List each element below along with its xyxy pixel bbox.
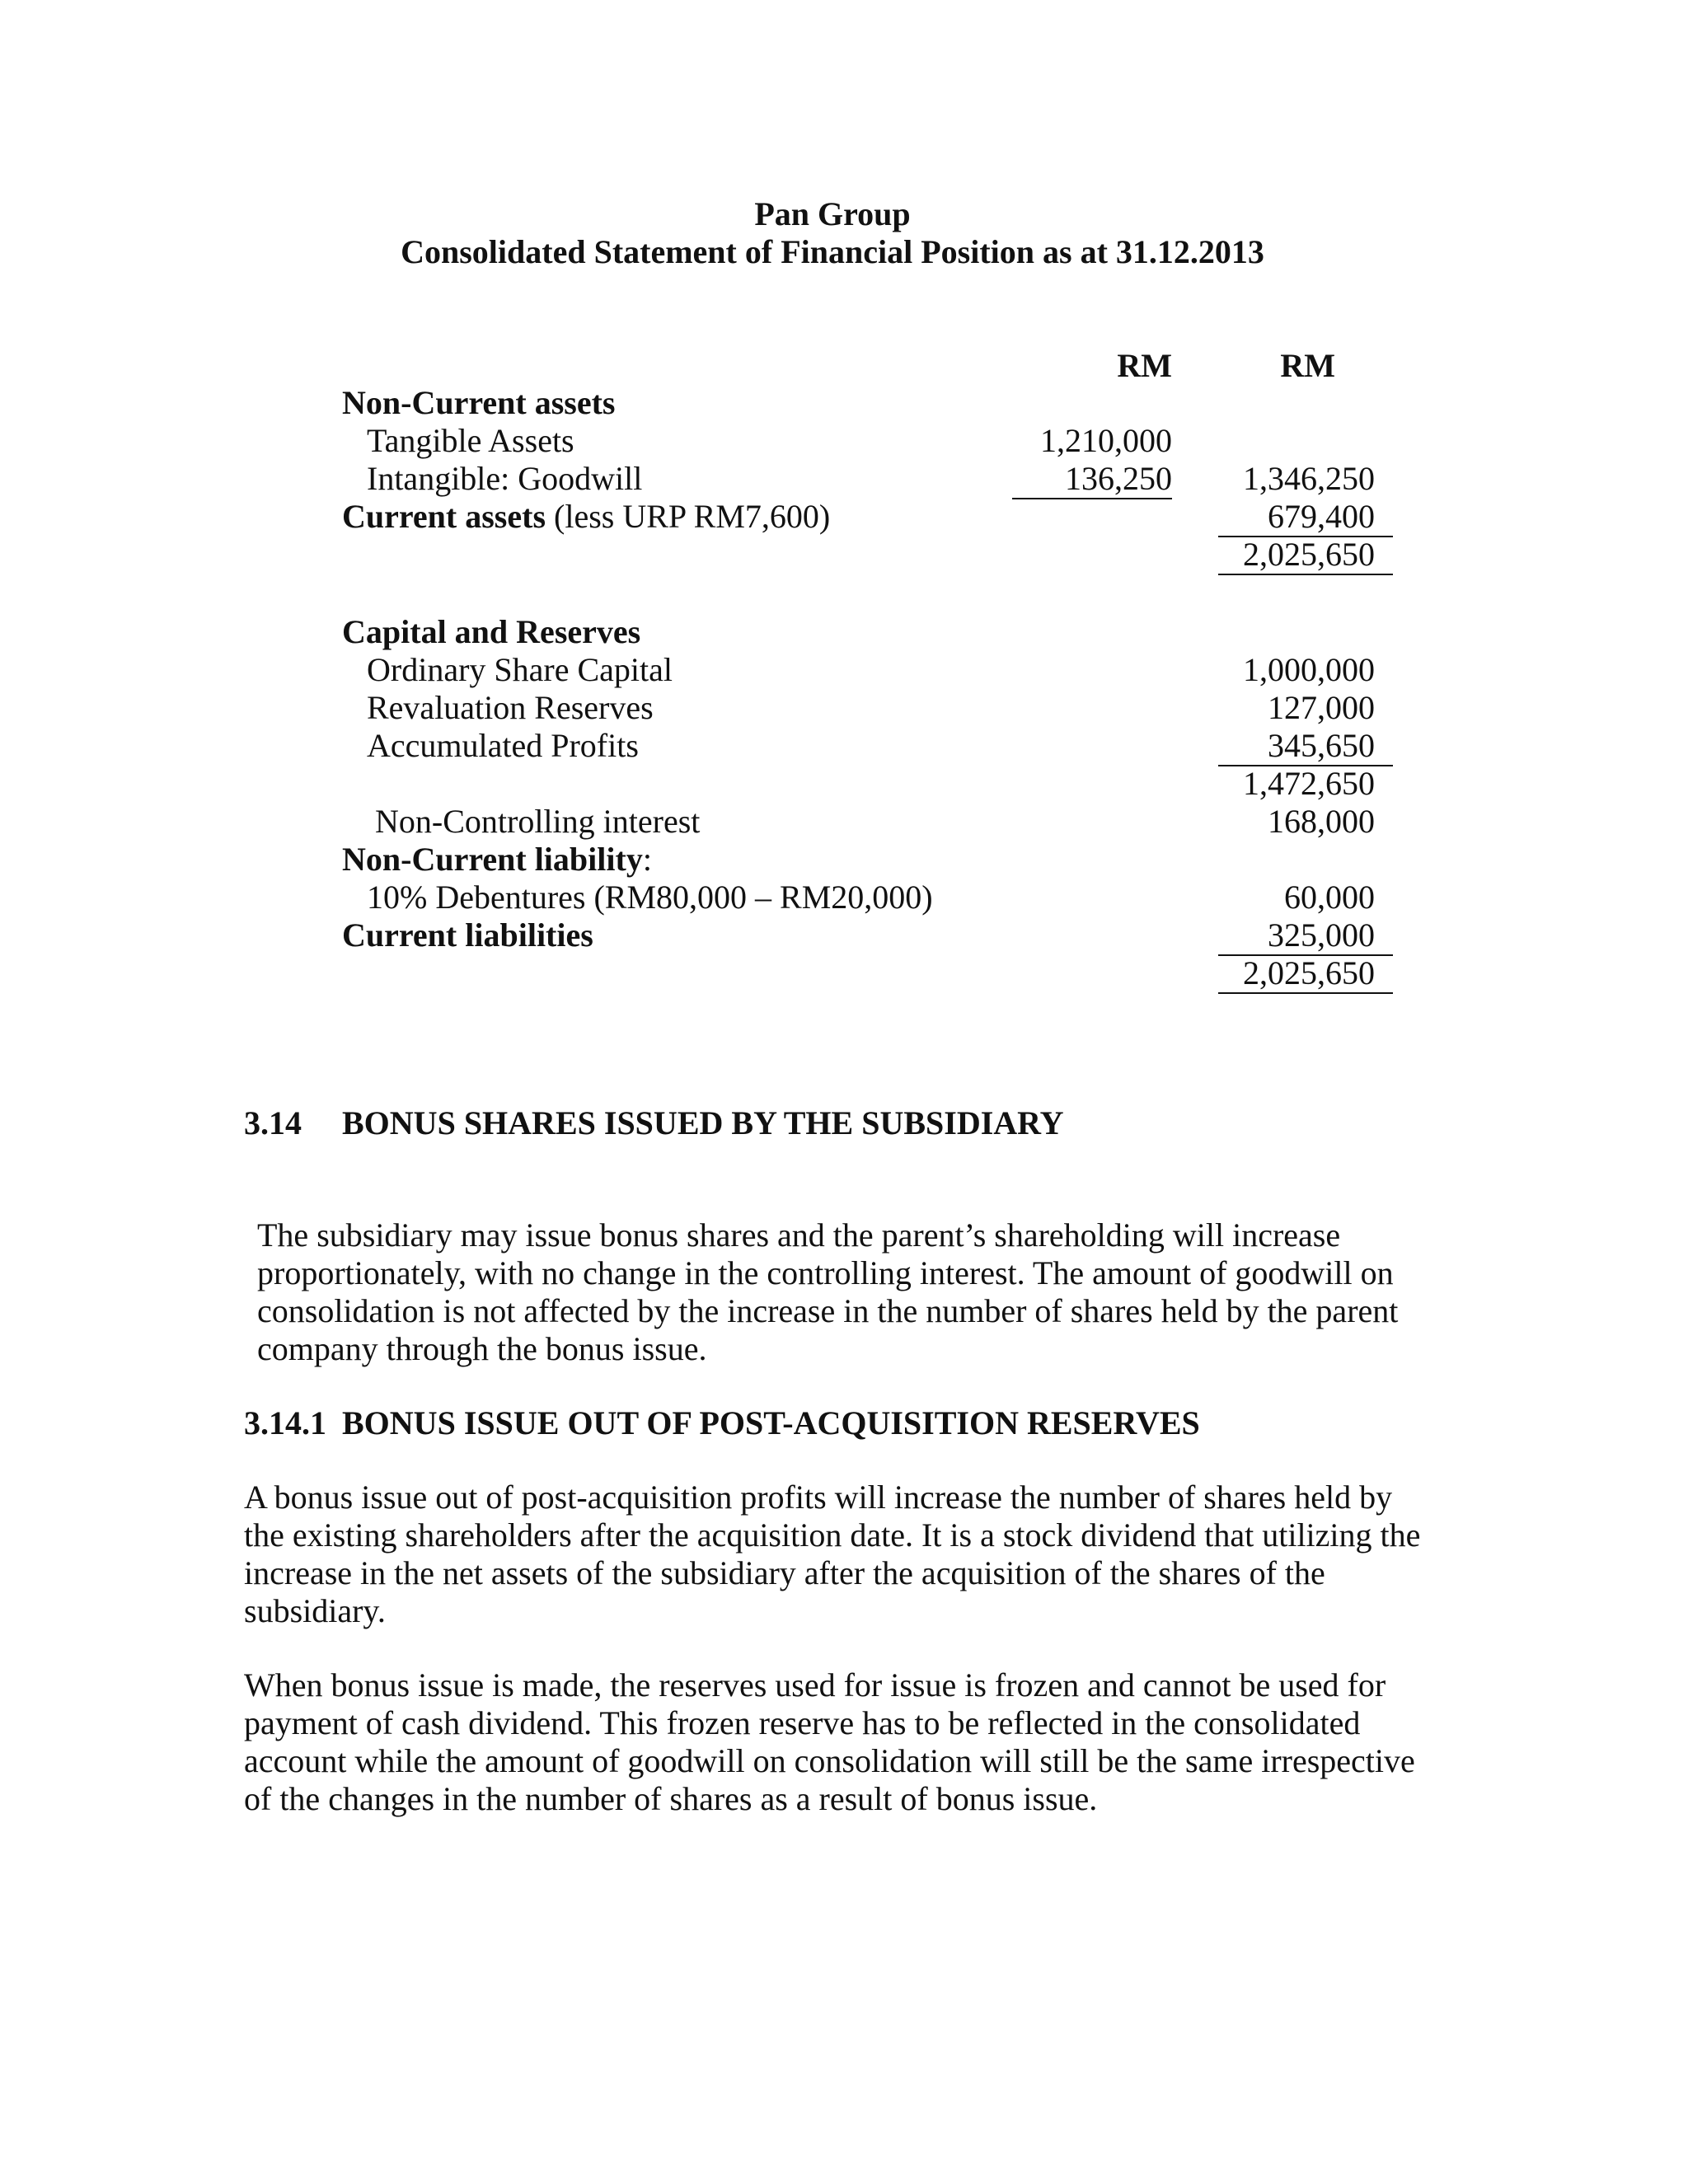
column-header-rm-1: RM [1117, 347, 1172, 384]
non-current-liability-colon: : [642, 841, 652, 878]
revaluation-reserves-label: Revaluation Reserves [367, 689, 654, 726]
total-equity-liabilities-value: 2,025,650 [1243, 954, 1375, 991]
debentures-value: 60,000 [1284, 879, 1375, 916]
goodwill-value: 136,250 [1065, 460, 1172, 497]
total-equity-liabilities-underline [1218, 992, 1393, 994]
current-assets-label-note: (less URP RM7,600) [546, 498, 831, 535]
non-current-liability-label [342, 841, 652, 879]
nci-value: 168,000 [1268, 803, 1375, 840]
section-314-paragraph: The subsidiary may issue bonus shares and the parent’s shareholding will increase proportionately, with no change in the controlling interest. The amount of goodwill on consolidation is not affected by the increase in the number of shares held by the parent company through the bonus issue. [257, 1216, 1399, 1367]
section-314-title: BONUS SHARES ISSUED BY THE SUBSIDIARY [342, 1104, 1064, 1141]
capital-reserves-subtotal: 1,472,650 [1243, 765, 1375, 802]
nci-label: Non-Controlling interest [375, 803, 701, 840]
tangible-assets-value: 1,210,000 [1040, 422, 1172, 459]
column-header-rm-2: RM [1280, 347, 1335, 384]
accumulated-profits-label: Accumulated Profits [367, 727, 639, 764]
current-liabilities-value: 325,000 [1268, 916, 1375, 954]
non-current-assets-heading: Non-Current assets [342, 384, 616, 421]
current-liabilities-label: Current liabilities [342, 916, 593, 954]
non-current-assets-total: 1,346,250 [1243, 460, 1375, 497]
section-3141-paragraph-2: When bonus issue is made, the reserves used for issue is frozen and cannot be used for payment of cash dividend. This frozen reserve has to be reflected in the consolidated account while the amount of goodwill on consolidation will still be the same irrespective of the changes in the number of shares as a result of bonus issue. [244, 1666, 1415, 1817]
debentures-label: 10% Debentures (RM80,000 – RM20,000) [367, 879, 933, 916]
revaluation-reserves-value: 127,000 [1268, 689, 1375, 726]
total-assets-value: 2,025,650 [1243, 536, 1375, 573]
section-3141-paragraph-1: A bonus issue out of post-acquisition profits will increase the number of shares held by the existing shareholders after the acquisition date. It is a stock dividend that utilizing the increase in the net assets of the subsidiary after the acquisition of the shares of the subsidiary. [244, 1479, 1421, 1629]
goodwill-label: Intangible: Goodwill [367, 460, 643, 497]
total-assets-underline [1218, 574, 1393, 575]
current-assets-label [342, 498, 830, 536]
statement-title: Consolidated Statement of Financial Position as at 31.12.2013 [401, 233, 1264, 270]
section-3141-title: BONUS ISSUE OUT OF POST-ACQUISITION RESERVES [342, 1404, 1200, 1441]
goodwill-underline [1012, 498, 1172, 499]
accumulated-profits-value: 345,650 [1268, 727, 1375, 764]
share-capital-value: 1,000,000 [1243, 651, 1375, 688]
section-3141-number: 3.14.1 [244, 1404, 326, 1441]
non-current-liability-label-bold: Non-Current liability [342, 841, 643, 878]
share-capital-label: Ordinary Share Capital [367, 651, 673, 688]
capital-reserves-heading: Capital and Reserves [342, 613, 641, 650]
company-name: Pan Group [754, 195, 911, 232]
current-assets-label-bold: Current assets [342, 498, 546, 535]
current-assets-value: 679,400 [1268, 498, 1375, 535]
tangible-assets-label: Tangible Assets [367, 422, 574, 459]
section-314-number: 3.14 [244, 1104, 302, 1141]
